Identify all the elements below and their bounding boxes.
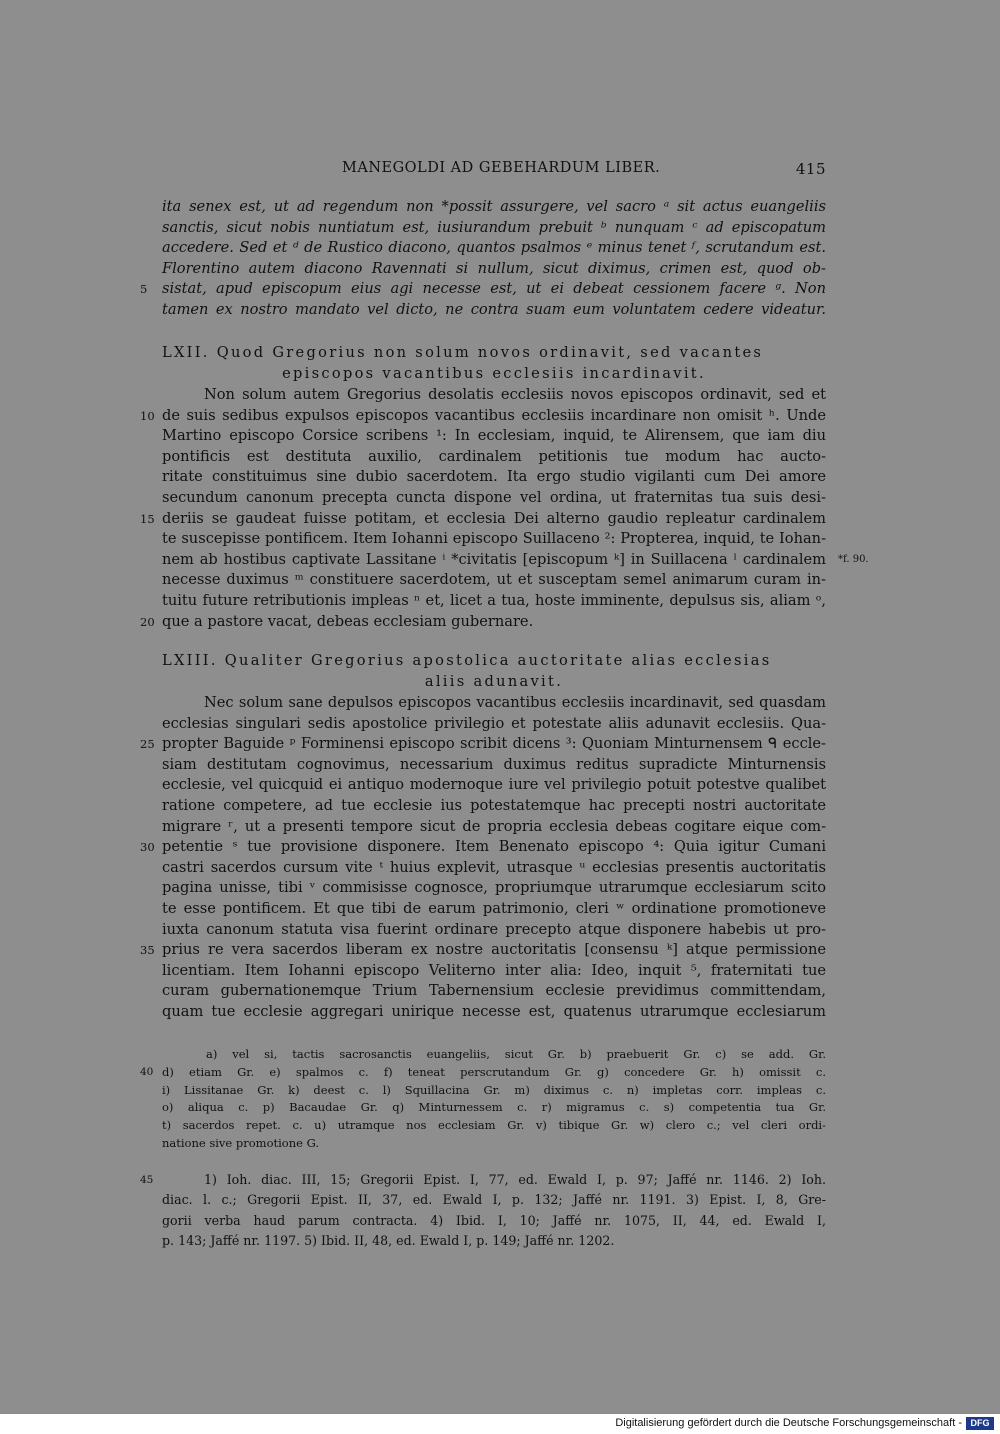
- line-text: ecclesie, vel quicquid ei antiquo modernoque iure vel privilegio potuit potestve qualibet: [162, 776, 826, 794]
- page-number: 415: [795, 160, 826, 178]
- text-line: [162, 218, 826, 239]
- line-text: ita senex est, ut ad regendum non *possit assurgere, vel sacro ᵃ sit actus euangeliis: [162, 198, 826, 215]
- text-line: [162, 1002, 826, 1023]
- line-text: migrare ʳ, ut a presenti tempore sicut de propria ecclesia debeas cogitare eique com-: [162, 817, 826, 835]
- line-text: curam gubernationemque Trium Tabernensium ecclesie previdimus committendam,: [162, 982, 826, 1000]
- line-text: tamen ex nostro mandato vel dicto, ne contra suam eum voluntatem cedere videatur.: [162, 300, 826, 318]
- chapter-heading-line: episcopos vacantibus ecclesiis incardinavit.: [282, 364, 706, 382]
- footnote-line: [162, 1190, 826, 1210]
- chapter-heading-line: aliis adunavit.: [424, 672, 564, 690]
- line-text: quam tue ecclesie aggregari unirique necesse est, quatenus utrarumque ecclesiarum: [162, 1002, 826, 1020]
- note-line: [162, 1099, 826, 1117]
- chapter-62-text: [140, 385, 869, 632]
- line-text: pagina unisse, tibi ᵛ commisisse cognosce, propriumque utrarumque ecclesiarum scito: [162, 879, 826, 897]
- line-text: pontificis est destituta auxilio, cardinalem petitionis tue modum hac aucto-: [162, 447, 826, 465]
- text-line: [162, 529, 826, 550]
- page-header: [160, 160, 826, 182]
- line-text: petentie ˢ tue provisione disponere. Item Benenato episcopo ⁴: Quia igitur Cumani: [162, 838, 826, 856]
- chapter-62-heading: [162, 343, 826, 384]
- note-text: a) vel si, tactis sacrosanctis euangeliis, sicut Gr. b) praebuerit Gr. c) se add. Gr.: [206, 1047, 826, 1061]
- running-title: MANEGOLDI AD GEBEHARDUM LIBER.: [342, 160, 661, 176]
- line-text: propter Baguide ᵖ Forminensi episcopo scribit dicens ³: Quoniam Minturnensem ᑫ eccle-: [162, 735, 826, 753]
- text-line: [140, 612, 826, 633]
- line-text: Non solum autem Gregorius desolatis ecclesiis novos episcopos ordinavit, sed et: [204, 386, 826, 403]
- line-text: necesse duximus ᵐ constituere sacerdotem, ut et susceptam semel animarum curam in-: [162, 571, 826, 589]
- line-text: sistat, apud episcopum eius agi necesse est, ut ei debeat cessionem facere ᵍ. Non: [162, 280, 826, 298]
- line-number: 5: [140, 282, 148, 297]
- source-footnotes: [140, 1170, 826, 1252]
- text-line: [162, 858, 826, 879]
- note-line: [140, 1064, 826, 1082]
- line-text: te esse pontificem. Et que tibi de earum patrimonio, cleri ʷ ordinatione promotioneve: [162, 899, 826, 917]
- note-line: [162, 1082, 826, 1100]
- line-number: 20: [140, 614, 155, 629]
- line-text: licentiam. Item Iohanni episcopo Veliterno inter alia: Ideo, inquit ⁵, fraternitati tue: [162, 961, 826, 979]
- line-number: 15: [140, 511, 155, 526]
- line-text: Martino episcopo Corsice scribens ¹: In ecclesiam, inquid, te Alirensem, que iam diu: [162, 427, 826, 445]
- text-line: [162, 550, 869, 571]
- text-line: [162, 259, 826, 280]
- note-text: t) sacerdos repet. c. u) utramque nos ecclesiam Gr. v) tibique Gr. w) clero c.; vel cleri ordi-: [162, 1118, 826, 1133]
- text-line: [162, 714, 826, 735]
- line-text: deriis se gaudeat fuisse potitam, et ecclesia Dei alterno gaudio repleatur cardinalem: [162, 509, 826, 527]
- footnote-line: [162, 1211, 826, 1231]
- note-text: natione sive promotione G.: [162, 1135, 320, 1150]
- dfg-logo: DFG: [966, 1417, 994, 1430]
- digitization-footer: [0, 1414, 1000, 1434]
- text-line: [162, 899, 826, 920]
- line-text: tuitu future retributionis impleas ⁿ et, licet a tua, hoste imminente, depulsus sis, aliam ᵒ,: [162, 591, 826, 609]
- line-text: prius re vera sacerdos liberam ex nostre auctoritatis [consensu ᵏ] atque permissione: [162, 941, 826, 959]
- text-line: [162, 385, 826, 406]
- note-line: [162, 1117, 826, 1135]
- line-text: te suscepisse pontificem. Item Iohanni episcopo Suillaceno ²: Propterea, inquid, te Iohan-: [162, 530, 826, 548]
- line-text: nem ab hostibus captivate Lassitane ⁱ *civitatis [episcopum ᵏ] in Suillacena ˡ cardinalem: [162, 550, 826, 568]
- text-line: [162, 238, 826, 259]
- note-text: o) aliqua c. p) Bacaudae Gr. q) Minturnessem c. r) migramus c. s) competentia tua Gr.: [162, 1100, 826, 1115]
- note-line: [162, 1135, 826, 1153]
- line-text: Florentino autem diacono Ravennati si nullum, sicut diximus, crimen est, quod ob-: [162, 259, 826, 277]
- text-line: [162, 467, 826, 488]
- funding-credit: Digitalisierung gefördert durch die Deutsche Forschungsgemeinschaft -: [615, 1417, 962, 1429]
- text-line: [162, 570, 826, 591]
- chapter-63-heading: [162, 651, 826, 692]
- line-number: 25: [140, 737, 155, 752]
- text-line: [162, 817, 826, 838]
- footnote-text: p. 143; Jaffé nr. 1197. 5) Ibid. II, 48, ed. Ewald I, p. 149; Jaffé nr. 1202.: [162, 1233, 615, 1249]
- line-number: 35: [140, 943, 155, 958]
- footnote-text: 1) Ioh. diac. III, 15; Gregorii Epist. I, 77, ed. Ewald I, p. 97; Jaffé nr. 1146. 2) Ioh.: [204, 1172, 826, 1187]
- line-text: sanctis, sicut nobis nuntiatum est, iusiurandum prebuit ᵇ nunquam ᶜ ad episcopatum: [162, 218, 826, 236]
- text-line: [162, 426, 826, 447]
- line-text: ritate constituimus sine dubio sacerdotem. Ita ergo studio vigilanti cum Dei amore: [162, 468, 826, 486]
- line-text: ratione competere, ad tue ecclesie ius potestatemque hac precepti nostri auctoritate: [162, 796, 826, 814]
- text-line: [140, 509, 826, 530]
- footnote-line: [162, 1231, 826, 1251]
- note-line: [162, 1046, 826, 1064]
- margin-folio-note: *f. 90.: [838, 553, 869, 565]
- line-number: 30: [140, 840, 155, 855]
- text-line: [140, 940, 826, 961]
- chapter-heading-line: LXII. Quod Gregorius non solum novos ordinavit, sed vacantes: [162, 344, 764, 361]
- text-line: [162, 300, 826, 321]
- text-line: [162, 447, 826, 468]
- line-text: castri sacerdos cursum vite ᵗ huius explevit, utrasque ᵘ ecclesias presentis auctoritatis: [162, 858, 826, 876]
- text-line: [162, 796, 826, 817]
- line-number: 40: [140, 1065, 154, 1078]
- note-text: i) Lissitanae Gr. k) deest c. l) Squillacina Gr. m) diximus c. n) impletas corr. impleas c.: [162, 1082, 826, 1097]
- line-text: ecclesias singulari sedis apostolice privilegio et potestate aliis adunavit ecclesiis. Qua-: [162, 714, 826, 732]
- note-text: d) etiam Gr. e) spalmos c. f) teneat perscrutandum Gr. g) concedere Gr. h) omissit c.: [162, 1064, 826, 1079]
- chapter-63-text: [140, 693, 826, 1023]
- footnote-text: diac. l. c.; Gregorii Epist. II, 37, ed. Ewald I, p. 132; Jaffé nr. 1191. 3) Epist. I, 8, Gre-: [162, 1192, 826, 1208]
- line-text: accedere. Sed et ᵈ de Rustico diacono, quantos psalmos ᵉ minus tenet ᶠ, scrutandum est.: [162, 239, 826, 257]
- footnote-text: gorii verba haud parum contracta. 4) Ibid. I, 10; Jaffé nr. 1075, II, 44, ed. Ewald I,: [162, 1212, 826, 1228]
- text-line: [162, 775, 826, 796]
- text-line: [162, 693, 826, 714]
- text-line: [140, 734, 826, 755]
- line-text: secundum canonum precepta cuncta dispone vel ordina, ut fraternitas tua suis desi-: [162, 488, 826, 506]
- text-line: [162, 920, 826, 941]
- line-text: que a pastore vacat, debeas ecclesiam gubernare.: [162, 612, 534, 630]
- text-line: [162, 961, 826, 982]
- text-line: [162, 981, 826, 1002]
- text-line: [162, 591, 826, 612]
- text-line: [162, 878, 826, 899]
- text-line: [162, 197, 826, 218]
- text-line: [140, 837, 826, 858]
- text-line: [140, 406, 826, 427]
- critical-apparatus: [140, 1046, 826, 1153]
- line-text: iuxta canonum statuta visa fuerint ordinare precepto atque disponere habebis ut pro-: [162, 920, 826, 938]
- footnote-line: [140, 1170, 826, 1190]
- line-number: 45: [140, 1174, 154, 1186]
- chapter-heading-line: LXIII. Qualiter Gregorius apostolica auctoritate alias ecclesias: [162, 652, 772, 669]
- text-line: [140, 279, 826, 300]
- line-number: 10: [140, 408, 155, 423]
- line-text: de suis sedibus expulsos episcopos vacantibus ecclesiis incardinare non omisit ʰ. Unde: [162, 406, 826, 424]
- text-line: [162, 488, 826, 509]
- text-line: [162, 755, 826, 776]
- line-text: Nec solum sane depulsos episcopos vacantibus ecclesiis incardinavit, sed quasdam: [204, 694, 826, 711]
- line-text: siam destitutam cognovimus, necessarium duximus reditus supradicte Minturnensis: [162, 755, 826, 773]
- text-block-continuation: [140, 197, 826, 321]
